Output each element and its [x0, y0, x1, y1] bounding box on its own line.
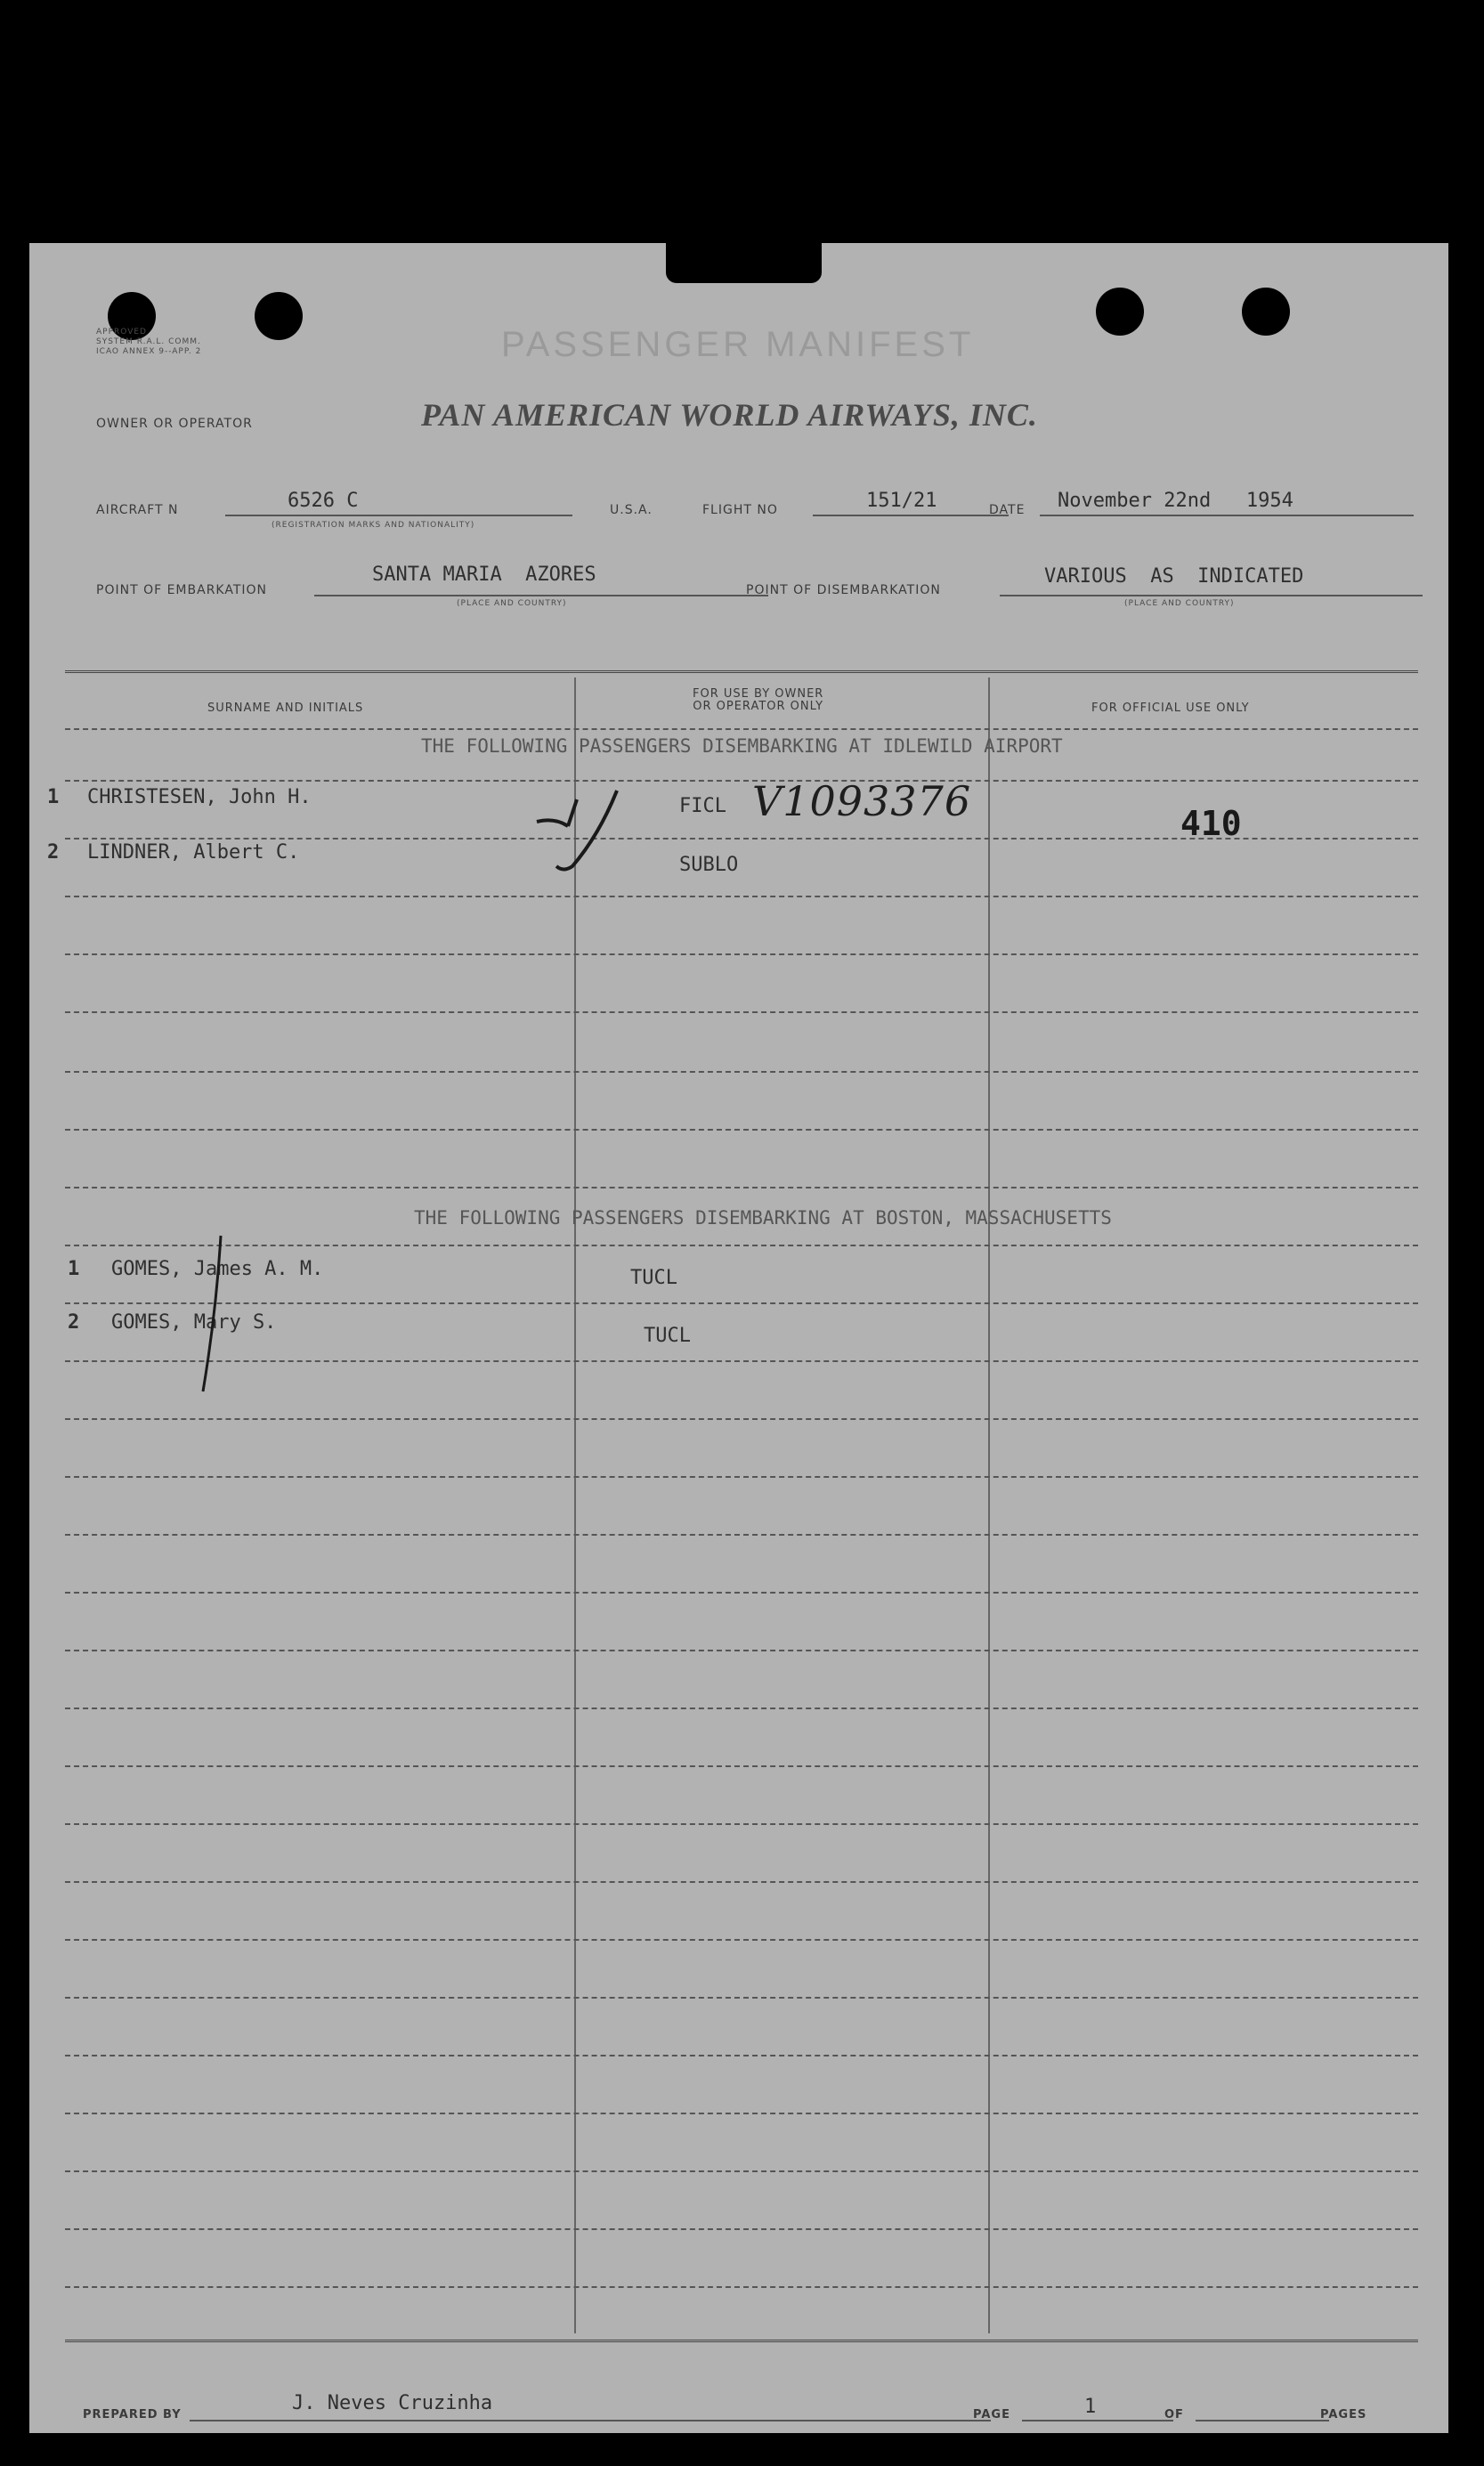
approval-line: ICAO ANNEX 9--APP. 2 — [96, 347, 202, 356]
manifest-sheet — [29, 243, 1448, 2433]
row-rule — [65, 1360, 1418, 1362]
row-rule — [65, 2286, 1418, 2288]
owner-use-line: OR OPERATOR ONLY — [693, 700, 824, 713]
torn-notch — [666, 243, 822, 283]
page-label: PAGE — [973, 2408, 1010, 2421]
operator-name: PAN AMERICAN WORLD AIRWAYS, INC. — [421, 397, 1038, 433]
approval-line: SYSTEM R.A.L. COMM. — [96, 337, 201, 346]
bracket-mark-icon — [185, 1231, 239, 1400]
form-title: PASSENGER MANIFEST — [501, 325, 975, 364]
aircraft-underline — [225, 515, 572, 516]
date-label: DATE — [989, 503, 1026, 517]
row-rule — [65, 1071, 1418, 1073]
passenger-code: FICL — [679, 795, 726, 817]
row-rule — [65, 1245, 1418, 1246]
disembark-note: (PLACE AND COUNTRY) — [1124, 599, 1235, 608]
row-rule — [65, 1011, 1418, 1013]
row-rule — [65, 2170, 1418, 2172]
row-number: 2 — [47, 841, 60, 864]
pages-label: PAGES — [1320, 2408, 1367, 2421]
aircraft-label: AIRCRAFT N — [96, 503, 179, 517]
prepared-underline — [190, 2420, 991, 2421]
row-rule — [65, 1708, 1418, 1709]
passenger-code: TUCL — [630, 1267, 677, 1289]
approval-line: APPROVED — [96, 328, 147, 337]
column-divider — [574, 677, 576, 2333]
row-rule — [65, 1129, 1418, 1131]
passenger-name: GOMES, Mary S. — [111, 1311, 277, 1334]
row-rule — [65, 1187, 1418, 1188]
row-rule — [65, 1881, 1418, 1883]
column-header-owner-use — [693, 688, 823, 713]
embark-underline — [314, 595, 768, 596]
embark-note: (PLACE AND COUNTRY) — [457, 599, 567, 608]
row-rule — [65, 1534, 1418, 1536]
section2-heading: THE FOLLOWING PASSENGERS DISEMBARKING AT BOSTON, MASSACHUSETTS — [414, 1207, 1112, 1229]
check-mark-icon — [528, 782, 670, 880]
disembark-value: VARIOUS AS INDICATED — [1044, 565, 1304, 588]
passenger-code: TUCL — [644, 1325, 691, 1347]
row-rule — [65, 780, 1418, 782]
date-underline — [1040, 515, 1414, 516]
flight-label: FLIGHT NO — [702, 503, 778, 517]
prepared-value: J. Neves Cruzinha — [292, 2392, 493, 2414]
page-underline — [1022, 2420, 1173, 2421]
row-rule — [65, 1939, 1418, 1941]
table-top-rule — [65, 670, 1418, 676]
row-rule — [65, 2113, 1418, 2114]
row-number: 1 — [68, 1258, 80, 1280]
passenger-code: SUBLO — [679, 854, 739, 876]
approval-block — [96, 328, 201, 357]
row-number: 2 — [68, 1311, 80, 1334]
column-divider — [988, 677, 990, 2333]
passenger-name: CHRISTESEN, John H. — [87, 786, 312, 808]
flight-number: 151/21 — [866, 490, 937, 512]
row-number: 1 — [47, 786, 60, 808]
row-rule — [65, 1302, 1418, 1304]
row-rule — [65, 2228, 1418, 2230]
row-rule — [65, 1765, 1418, 1767]
passenger-name: GOMES, James A. M. — [111, 1258, 324, 1280]
handwritten-number: V1093376 — [752, 777, 972, 825]
punch-hole — [1096, 288, 1144, 336]
aircraft-number: 6526 C — [288, 490, 359, 512]
embark-label: POINT OF EMBARKATION — [96, 583, 268, 597]
row-rule — [65, 1476, 1418, 1478]
owner-label: OWNER OR OPERATOR — [96, 417, 253, 431]
date-value: November 22nd 1954 — [1058, 490, 1293, 512]
punch-hole — [1242, 288, 1290, 336]
section1-heading: THE FOLLOWING PASSENGERS DISEMBARKING AT IDLEWILD AIRPORT — [421, 735, 1063, 757]
row-rule — [65, 1997, 1418, 1999]
owner-use-line: FOR USE BY OWNER — [693, 687, 824, 701]
of-underline — [1196, 2420, 1329, 2421]
row-rule — [65, 2055, 1418, 2056]
aircraft-note: (REGISTRATION MARKS AND NATIONALITY) — [272, 521, 475, 530]
usa-label: U.S.A. — [610, 503, 653, 517]
row-rule — [65, 1650, 1418, 1651]
table-bottom-rule — [65, 2340, 1418, 2345]
of-label: OF — [1164, 2408, 1184, 2421]
column-header-name: SURNAME AND INITIALS — [207, 702, 364, 715]
row-rule — [65, 896, 1418, 897]
row-rule — [65, 1418, 1418, 1420]
row-rule — [65, 953, 1418, 955]
disembark-label: POINT OF DISEMBARKATION — [746, 583, 941, 597]
passenger-name: LINDNER, Albert C. — [87, 841, 300, 864]
row-rule — [65, 1592, 1418, 1594]
official-stamp: 410 — [1180, 804, 1242, 843]
flight-underline — [813, 515, 1009, 516]
page-value: 1 — [1084, 2396, 1097, 2418]
row-rule — [65, 1823, 1418, 1825]
punch-hole — [255, 292, 303, 340]
embark-value: SANTA MARIA AZORES — [372, 564, 596, 586]
column-header-official: FOR OFFICIAL USE ONLY — [1091, 702, 1250, 715]
row-rule — [65, 728, 1418, 730]
disembark-underline — [1000, 595, 1423, 596]
prepared-label: PREPARED BY — [83, 2408, 182, 2421]
